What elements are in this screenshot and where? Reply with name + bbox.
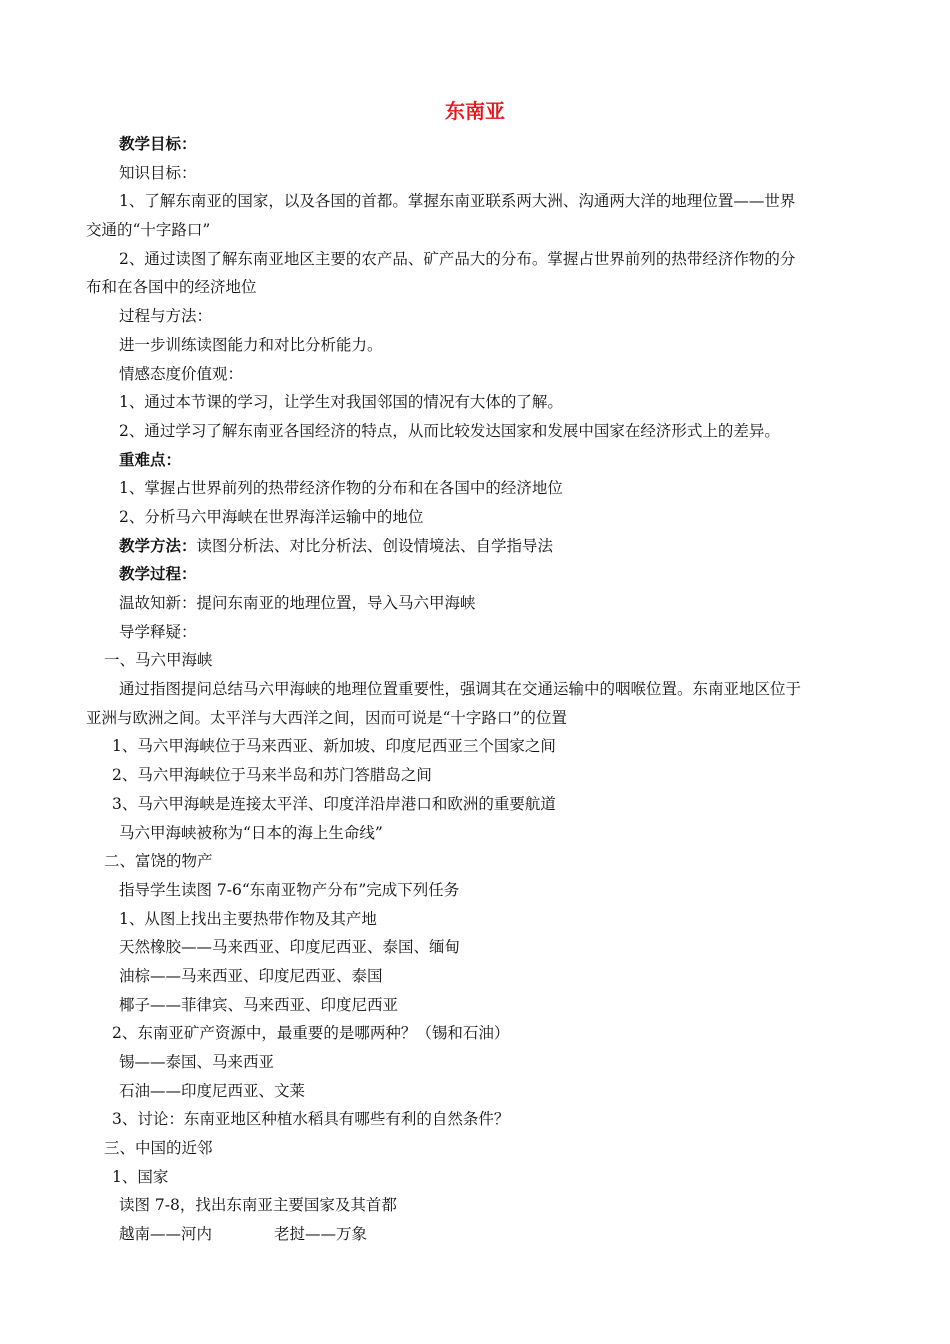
crop-rubber: 天然橡胶——马来西亚、印度尼西亚、泰国、缅甸 (119, 938, 461, 957)
review-line: 温故知新：提问东南亚的地理位置，导入马六甲海峡 (119, 594, 476, 612)
capital-laos: 老挝——万象 (274, 1225, 368, 1244)
guide-line: 导学释疑： (119, 622, 197, 641)
strait-item-1: 1、马六甲海峡位于马来西亚、新加坡、印度尼西亚三个国家之间 (112, 737, 556, 756)
methods-label: 教学方法： (119, 536, 197, 555)
products-question-2: 2、东南亚矿产资源中，最重要的是哪两种？（锡和石油） (112, 1024, 510, 1043)
knowledge-item-2: 2、通过读图了解东南亚地区主要的农产品、矿产品大的分布。掌握占世界前列的热带经济作物的分 (119, 249, 796, 268)
methods-line (0, 532, 950, 561)
products-question-1: 1、从图上找出主要热带作物及其产地 (119, 909, 377, 928)
knowledge-item-1: 1、了解东南亚的国家，以及各国的首都。掌握东南亚联系两大洲、沟通两大洋的地理位置——世界 (119, 192, 796, 211)
knowledge-label: 知识目标： (119, 163, 197, 182)
capital-vietnam: 越南——河内 (119, 1225, 213, 1244)
subsection-3-read: 读图 7-8，找出东南亚主要国家及其首都 (119, 1196, 397, 1215)
key-point-1: 1、掌握占世界前列的热带经济作物的分布和在各国中的经济地位 (119, 479, 563, 498)
mineral-tin: 锡——泰国、马来西亚 (119, 1053, 275, 1071)
key-point-2: 2、分析马六甲海峡在世界海洋运输中的地位 (119, 507, 424, 526)
methods-text: 读图分析法、对比分析法、创设情境法、自学指导法 (196, 536, 554, 555)
crop-coconut: 椰子——菲律宾、马来西亚、印度尼西亚 (119, 995, 399, 1014)
emotion-item-2: 2、通过学习了解东南亚各国经济的特点，从而比较发达国家和发展中国家在经济形式上的差异。 (119, 421, 780, 440)
strait-item-3: 3、马六甲海峡是连接太平洋、印度洋沿岸港口和欧洲的重要航道 (112, 794, 556, 813)
subsection-3-sub: 1、国家 (112, 1167, 169, 1186)
subsection-title-3: 三、中国的近邻 (104, 1139, 213, 1158)
subsection-2-intro: 指导学生读图 7-6“东南亚物产分布”完成下列任务 (119, 880, 460, 899)
process-method-label: 过程与方法： (119, 307, 213, 326)
section-heading-objectives: 教学目标： (119, 135, 197, 153)
mineral-oil: 石油——印度尼西亚、文莱 (119, 1081, 306, 1100)
subsection-title-2: 二、富饶的物产 (104, 852, 213, 871)
capital-row (0, 1220, 950, 1249)
products-question-3: 3、讨论：东南亚地区种植水稻具有哪些有利的自然条件？ (112, 1110, 510, 1129)
emotion-item-1: 1、通过本节课的学习，让学生对我国邻国的情况有大体的了解。 (119, 393, 563, 412)
knowledge-item-2-cont: 布和在各国中的经济地位 (86, 278, 257, 297)
strait-note: 马六甲海峡被称为“日本的海上生命线” (119, 823, 383, 842)
section-heading-process: 教学过程： (119, 565, 197, 584)
process-method-text: 进一步训练读图能力和对比分析能力。 (119, 335, 383, 354)
section-heading-key-points: 重难点： (119, 450, 182, 469)
subsection-1-paragraph-cont: 亚洲与欧洲之间。太平洋与大西洋之间，因而可说是“十字路口”的位置 (86, 708, 567, 727)
emotion-label: 情感态度价值观： (119, 364, 244, 383)
subsection-title-1: 一、马六甲海峡 (104, 651, 213, 670)
crop-palm: 油棕——马来西亚、印度尼西亚、泰国 (119, 966, 383, 985)
subsection-1-paragraph: 通过指图提问总结马六甲海峡的地理位置重要性，强调其在交通运输中的咽喉位置。东南亚地区位于 (119, 680, 802, 699)
strait-item-2: 2、马六甲海峡位于马来半岛和苏门答腊岛之间 (112, 766, 432, 785)
page-title: 东南亚 (445, 99, 505, 123)
document-body (0, 130, 950, 1249)
knowledge-item-1-cont: 交通的“十字路口” (86, 221, 211, 240)
